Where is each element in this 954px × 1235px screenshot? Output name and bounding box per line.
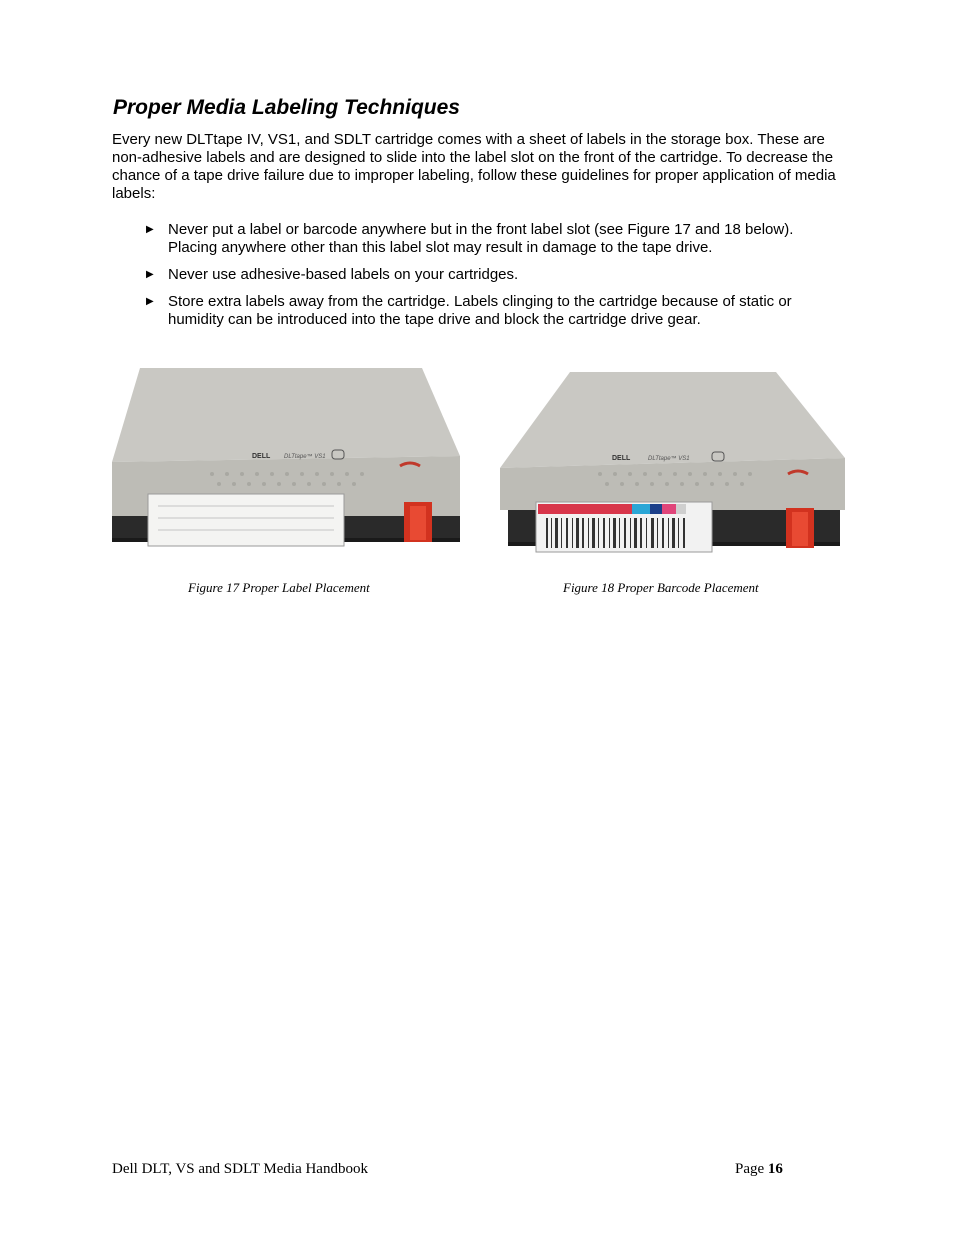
bullet-arrow-icon: ▶ [146, 269, 154, 280]
list-item: ▶ Never use adhesive-based labels on your cartridges. [146, 266, 519, 283]
paper-label [148, 494, 344, 546]
cartridge-model-text: DLTtape™ VS1 [284, 454, 326, 460]
figure-17-cartridge-image [112, 366, 460, 560]
section-heading: Proper Media Labeling Techniques [113, 96, 460, 119]
bullet-arrow-icon: ▶ [146, 296, 154, 307]
bullet-arrow-icon: ▶ [146, 224, 154, 235]
list-item: ▶ Never put a label or barcode anywhere but in the front label slot (see Figure 17 and 18 below). Placing anywhere other than this label slot may result in damage to the tape drive. [146, 221, 794, 256]
guideline-list [146, 221, 836, 338]
brand-logo: DELL [612, 455, 631, 462]
intro-paragraph: Every new DLTtape IV, VS1, and SDLT cartridge comes with a sheet of labels in the storage box. These are non-adhesive labels and are designed to slide into the label slot on the front of the cartridge. To decrease the chance of a tape drive failure due to improper labeling, follow these guidelines for proper application of media labels: [112, 131, 836, 202]
footer-title: Dell DLT, VS and SDLT Media Handbook [112, 1161, 368, 1177]
figure-18-caption: Figure 18 Proper Barcode Placement [563, 580, 759, 595]
brand-logo: DELL [252, 453, 271, 460]
page-number: Page 16 [735, 1161, 783, 1177]
figure-17-caption: Figure 17 Proper Label Placement [188, 580, 370, 595]
barcode-label [536, 502, 712, 552]
cartridge-model-text: DLTtape™ VS1 [648, 456, 690, 462]
list-item: ▶ Store extra labels away from the cartridge. Labels clinging to the cartridge because of static or humidity can be introduced into the tape drive and block the cartridge drive gear. [146, 293, 792, 328]
figure-18-cartridge-image [500, 370, 845, 562]
